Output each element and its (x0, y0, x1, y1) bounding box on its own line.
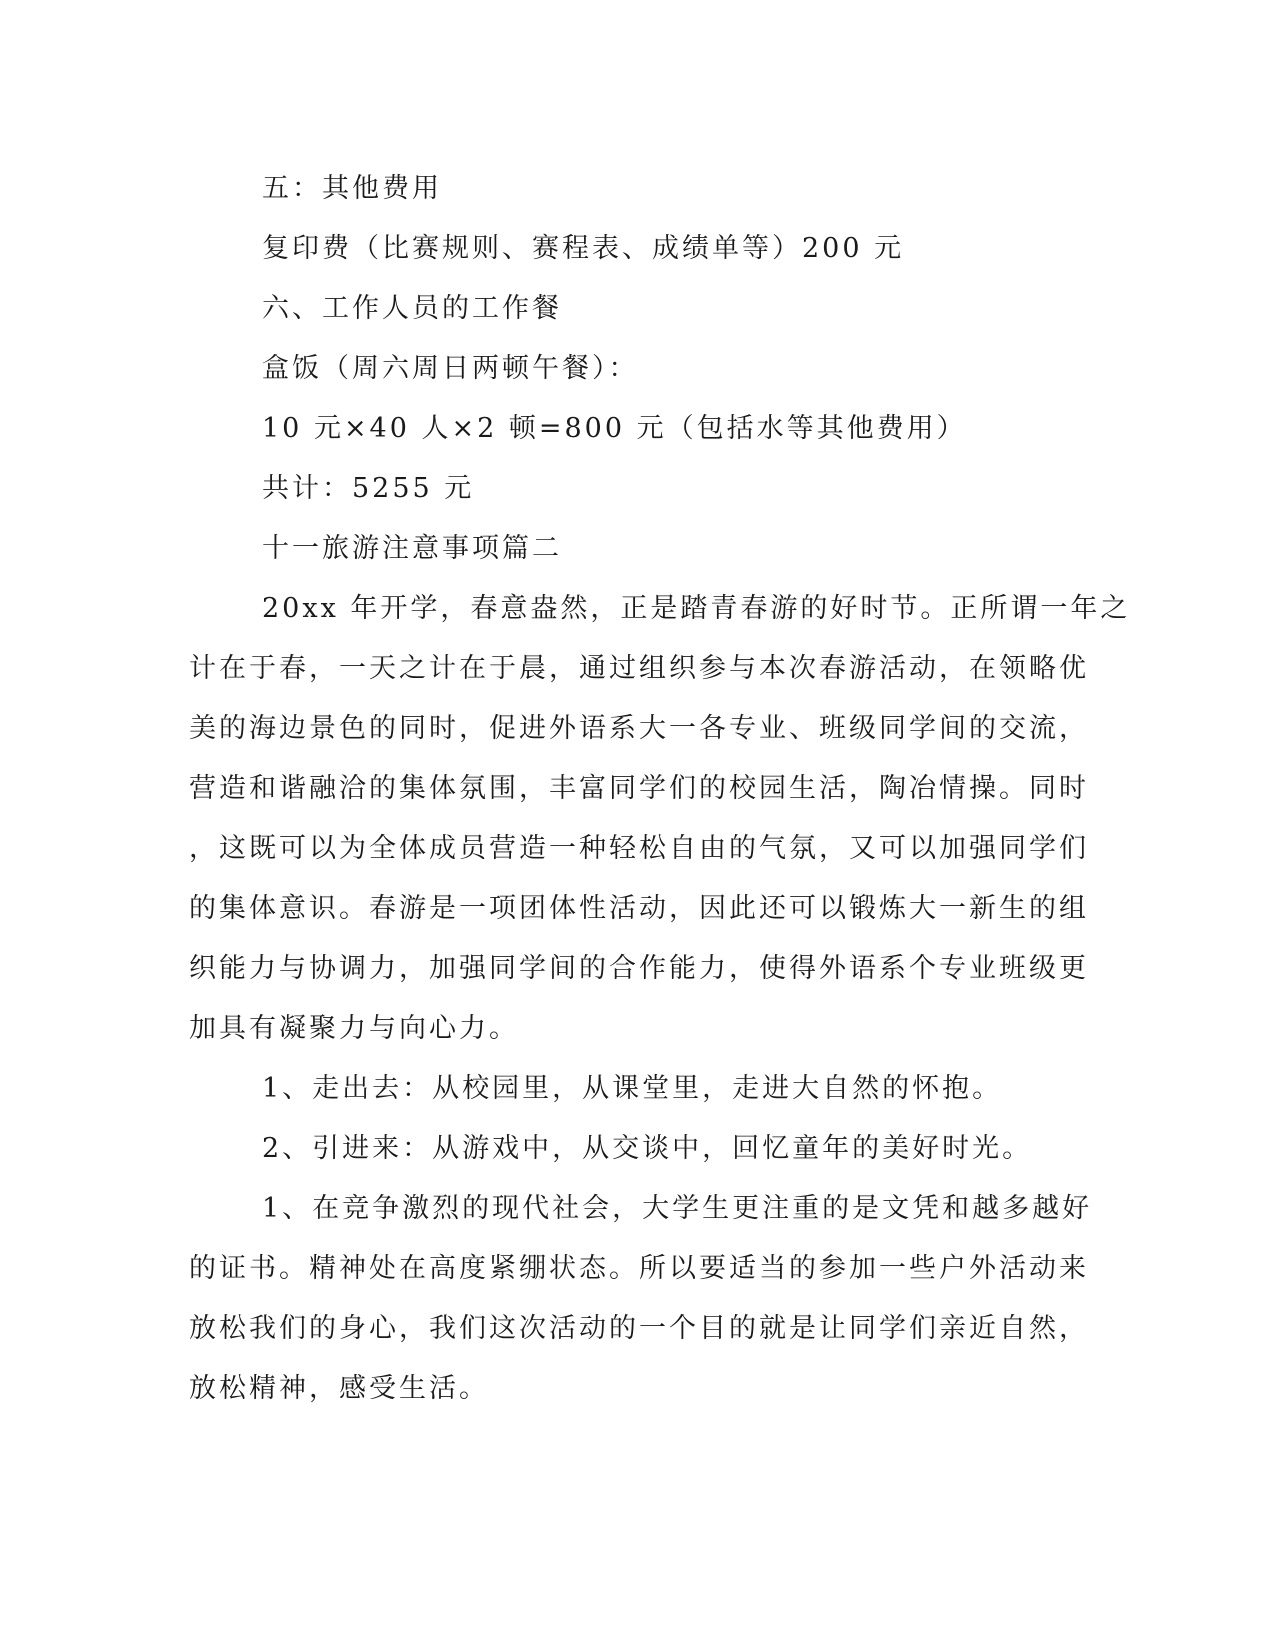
list-item-bring-in: 2、引进来：从游戏中，从交谈中，回忆童年的美好时光。 (262, 1133, 1033, 1164)
paragraph-line: ，这既可以为全体成员营造一种轻松自由的气氛，又可以加强同学们 (189, 833, 1089, 864)
paragraph-line: 1、在竞争激烈的现代社会，大学生更注重的是文凭和越多越好 (262, 1193, 1093, 1224)
paragraph-line: 20xx 年开学，春意盎然，正是踏青春游的好时节。正所谓一年之 (262, 593, 1131, 624)
article-heading: 十一旅游注意事项篇二 (262, 533, 562, 564)
meal-cost-line: 10 元×40 人×2 顿=800 元（包括水等其他费用） (262, 413, 967, 444)
paragraph-line: 计在于春，一天之计在于晨，通过组织参与本次春游活动，在领略优 (189, 653, 1089, 684)
paragraph-line: 放松我们的身心，我们这次活动的一个目的就是让同学们亲近自然， (189, 1313, 1089, 1344)
section-heading-staff-meals: 六、工作人员的工作餐 (262, 293, 562, 324)
paragraph-line: 加具有凝聚力与向心力。 (189, 1013, 519, 1044)
paragraph-line: 美的海边景色的同时，促进外语系大一各专业、班级同学间的交流， (189, 713, 1089, 744)
paragraph-line: 的证书。精神处在高度紧绷状态。所以要适当的参加一些户外活动来 (189, 1253, 1089, 1284)
photocopy-fee-line: 复印费（比赛规则、赛程表、成绩单等）200 元 (262, 233, 905, 264)
paragraph-line: 的集体意识。春游是一项团体性活动，因此还可以锻炼大一新生的组 (189, 893, 1089, 924)
total-line: 共计：5255 元 (262, 473, 475, 504)
paragraph-line: 放松精神，感受生活。 (189, 1373, 489, 1404)
boxed-meal-line: 盒饭（周六周日两顿午餐）： (262, 353, 639, 384)
paragraph-line: 营造和谐融洽的集体氛围，丰富同学们的校园生活，陶冶情操。同时 (189, 773, 1089, 804)
paragraph-line: 织能力与协调力，加强同学间的合作能力，使得外语系个专业班级更 (189, 953, 1089, 984)
section-heading-other-fees: 五：其他费用 (262, 173, 442, 204)
list-item-go-out: 1、走出去：从校园里，从课堂里，走进大自然的怀抱。 (262, 1073, 1003, 1104)
